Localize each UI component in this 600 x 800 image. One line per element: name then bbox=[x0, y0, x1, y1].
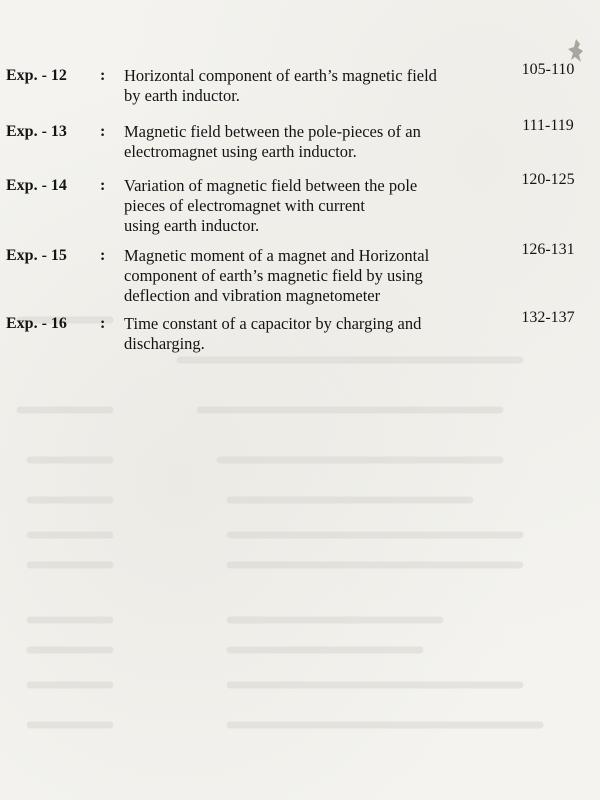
separator-colon: : bbox=[100, 123, 106, 140]
experiment-number: Exp. - 16 bbox=[6, 315, 67, 332]
separator-colon: : bbox=[100, 177, 106, 194]
title-line: pieces of electromagnet with current bbox=[124, 196, 365, 215]
title-line: deflection and vibration magnetometer bbox=[124, 286, 381, 305]
title-line: Time constant of a capacitor by charging and bbox=[124, 314, 422, 333]
experiment-title bbox=[124, 176, 496, 236]
title-line: electromagnet using earth inductor. bbox=[124, 142, 357, 161]
title-line: Horizontal component of earth’s magnetic field bbox=[124, 66, 437, 85]
page-range: 105-110 bbox=[521, 61, 575, 78]
title-line: by earth inductor. bbox=[124, 86, 240, 105]
separator-colon: : bbox=[100, 247, 106, 264]
experiment-number: Exp. - 15 bbox=[6, 247, 67, 264]
title-line: Magnetic field between the pole-pieces of an bbox=[124, 122, 421, 141]
bleed-through-texture bbox=[0, 300, 600, 800]
experiment-number: Exp. - 14 bbox=[6, 177, 67, 194]
experiment-title bbox=[124, 246, 496, 306]
experiment-title bbox=[124, 314, 496, 354]
title-line: Magnetic moment of a magnet and Horizontal bbox=[124, 246, 430, 265]
experiment-title bbox=[124, 66, 496, 106]
title-line: component of earth’s magnetic field by using bbox=[124, 266, 423, 285]
title-line: using earth inductor. bbox=[124, 216, 260, 235]
separator-colon: : bbox=[100, 67, 106, 84]
title-line: Variation of magnetic field between the pole bbox=[124, 176, 418, 195]
experiment-number: Exp. - 13 bbox=[6, 123, 67, 140]
page-range: 126-131 bbox=[521, 241, 575, 258]
experiment-number: Exp. - 12 bbox=[6, 67, 67, 84]
page-range: 132-137 bbox=[521, 309, 575, 326]
experiment-title bbox=[124, 122, 496, 162]
page-range: 111-119 bbox=[522, 117, 574, 134]
separator-colon: : bbox=[100, 315, 106, 332]
title-line: discharging. bbox=[124, 334, 205, 353]
page-range: 120-125 bbox=[521, 171, 575, 188]
